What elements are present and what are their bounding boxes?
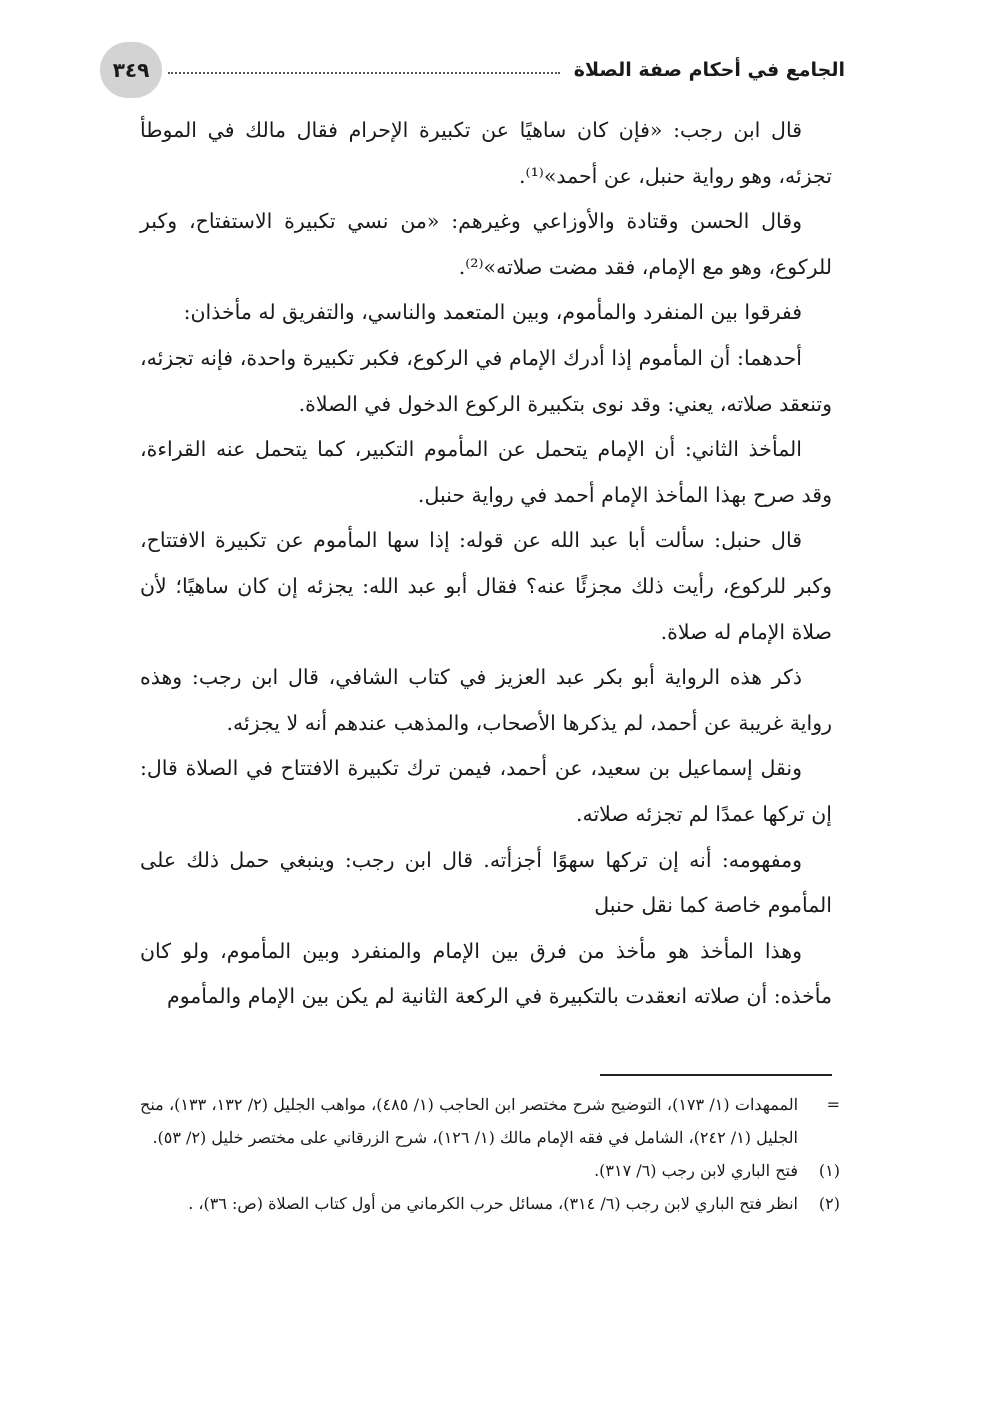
paragraph: المأخذ الثاني: أن الإمام يتحمل عن المأموم التكبير، كما يتحمل عنه القراءة، وقد صرح بهذا المأخذ الإمام أحمد في رواية حنبل.: [140, 437, 832, 507]
footnote: [140, 1187, 840, 1220]
paragraph: ومفهومه: أنه إن تركها سهوًا أجزأته. قال ابن رجب: وينبغي حمل ذلك على المأموم خاصة كما نقل حنبل: [140, 847, 832, 918]
main-text: [140, 108, 832, 1020]
paragraph: وقال الحسن وقتادة والأوزاعي وغيرهم: «من نسي تكبيرة الاستفتاح، وكبر للركوع، وهو مع الإمام، فقد مضت صلاته»⁽²⁾.: [140, 209, 832, 279]
footnote-mark: (٢): [818, 1194, 840, 1213]
footnote-mark: (١): [818, 1161, 840, 1180]
paragraph: قال ابن رجب: «فإن كان ساهيًا عن تكبيرة الإحرام فقال مالك في الموطأ تجزئه، وهو رواية حنبل، عن أحمد»⁽¹⁾.: [140, 118, 832, 188]
paragraph: ففرقوا بين المنفرد والمأموم، وبين المتعمد والناسي، والتفريق له مأخذان:: [183, 300, 802, 325]
paragraph: قال حنبل: سألت أبا عبد الله عن قوله: إذا سها المأموم عن تكبيرة الافتتاح، وكبر للركوع، رأيت ذلك مجزئًا عنه؟ فقال أبو عبد الله: يجزئه إن كان ساهيًا؛ لأن صلاة الإمام له صلاة.: [140, 528, 832, 644]
footnote-mark: =: [826, 1095, 840, 1114]
paragraph: ونقل إسماعيل بن سعيد، عن أحمد، فيمن ترك تكبيرة الافتتاح في الصلاة قال: إن تركها عمدًا لم تجزئه صلاته.: [140, 756, 832, 826]
footnote-text: انظر فتح الباري لابن رجب (٦/ ٣١٤)، مسائل حرب الكرماني من أول كتاب الصلاة (ص: ٣٦)، .: [188, 1194, 798, 1213]
paragraph: ذكر هذه الرواية أبو بكر عبد العزيز في كتاب الشافي، قال ابن رجب: وهذه رواية غريبة عن أحمد، لم يذكرها الأصحاب، والمذهب عندهم أنه لا يجزئه.: [140, 665, 832, 735]
header-dotted-leader: [168, 72, 560, 74]
footnote: [140, 1154, 840, 1187]
running-header: [100, 42, 845, 98]
footnote-separator: [600, 1074, 832, 1076]
footnote-text: الممهدات (١/ ١٧٣)، التوضيح شرح مختصر ابن الحاجب (١/ ٤٨٥)، مواهب الجليل (٢/ ١٣٢، ١٣٣)، منح الجليل (١/ ٢٤٢)، الشامل في فقه الإمام مالك (١/ ١٢٦)، شرح الزرقاني على مختصر خليل (٢/ ٥٣).: [140, 1095, 799, 1147]
book-title: الجامع في أحكام صفة الصلاة: [573, 59, 845, 81]
page-number: ٣٤٩: [100, 42, 162, 98]
footnotes: [140, 1088, 840, 1220]
paragraph: أحدهما: أن المأموم إذا أدرك الإمام في الركوع، فكبر تكبيرة واحدة، فإنه تجزئه، وتنعقد صلاته، يعني: وقد نوى بتكبيرة الركوع الدخول في الصلاة.: [140, 345, 832, 416]
footnote-text: فتح الباري لابن رجب (٦/ ٣١٧).: [594, 1161, 798, 1180]
paragraph: وهذا المأخذ هو مأخذ من فرق بين الإمام والمنفرد وبين المأموم، ولو كان مأخذه: أن صلاته انعقدت بالتكبيرة في الركعة الثانية لم يكن بين الإمام والمأموم: [140, 938, 832, 1009]
footnote: [140, 1088, 840, 1154]
